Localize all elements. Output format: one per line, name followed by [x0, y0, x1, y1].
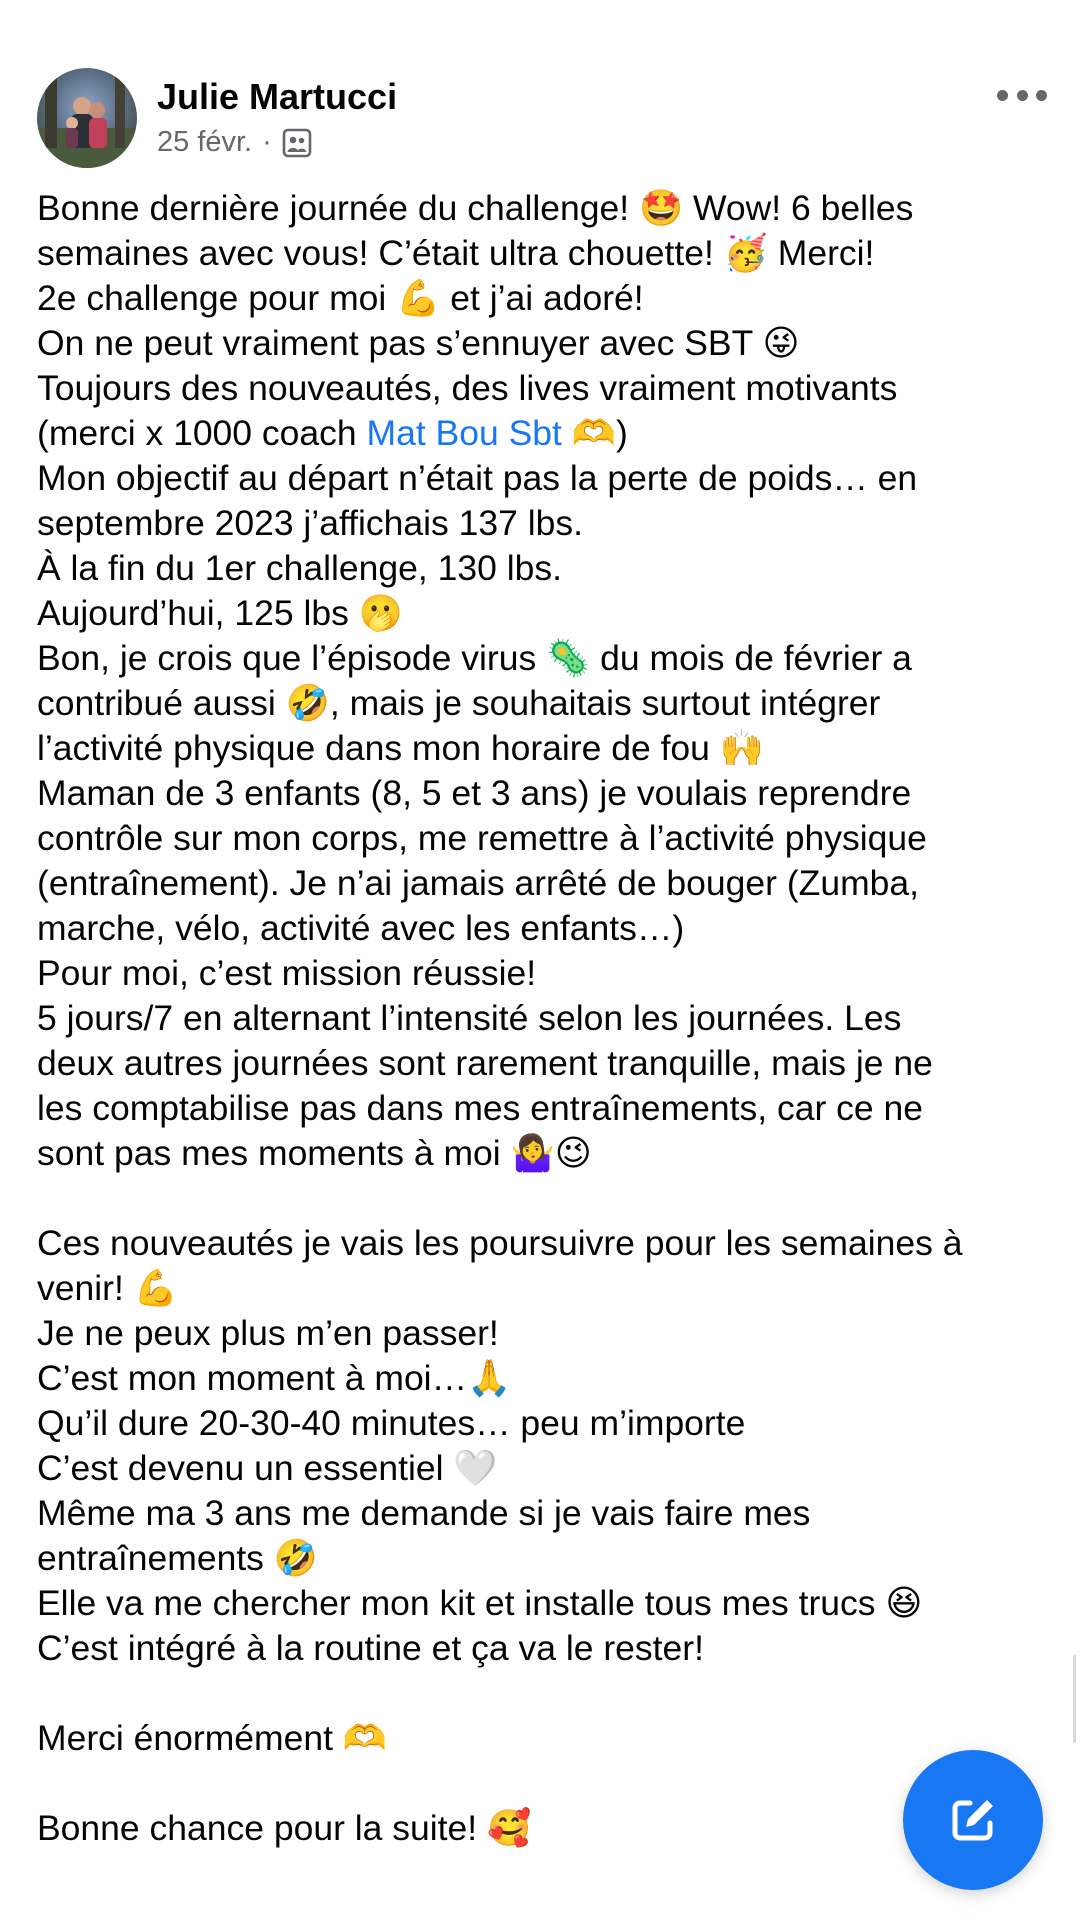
post-text-line: [37, 501, 1047, 546]
post-text-line: [37, 546, 1047, 591]
post-text-line: [37, 411, 1047, 456]
post-text-line: [37, 1131, 1047, 1176]
post-text-segment: Toujours des nouveautés, des lives vraiment motivants: [37, 368, 898, 408]
post-text-segment: (merci x 1000 coach: [37, 413, 367, 453]
post-text-segment: C’est mon moment à moi…🙏: [37, 1358, 512, 1398]
post-text-line: [37, 1401, 1047, 1446]
post-text-line: [37, 591, 1047, 636]
post-text-segment: On ne peut vraiment pas s’ennuyer avec SBT 😜: [37, 323, 800, 363]
post-text-segment: Elle va me chercher mon kit et installe tous mes trucs 😆: [37, 1583, 923, 1623]
post-text-line: [37, 1536, 1047, 1581]
post-text-segment: Bonne dernière journée du challenge! 🤩 Wow! 6 belles: [37, 188, 914, 228]
post-text-segment: 5 jours/7 en alternant l’intensité selon les journées. Les: [37, 998, 902, 1038]
post-text-segment: Mon objectif au départ n’était pas la perte de poids… en: [37, 458, 918, 498]
author-name[interactable]: Julie Martucci: [157, 76, 398, 117]
post-text-line: [37, 1491, 1047, 1536]
post-text-segment: septembre 2023 j’affichais 137 lbs.: [37, 503, 583, 543]
post-text-line: [37, 951, 1047, 996]
post-text-segment: deux autres journées sont rarement tranquille, mais je ne: [37, 1043, 933, 1083]
post-date[interactable]: 25 févr.: [157, 126, 253, 158]
post-text-segment: Qu’il dure 20-30-40 minutes… peu m’importe: [37, 1403, 746, 1443]
post-text-line: [37, 1221, 1047, 1266]
post-text-segment: contrôle sur mon corps, me remettre à l’activité physique: [37, 818, 927, 858]
post-text-line: [37, 321, 1047, 366]
post-text-segment: Même ma 3 ans me demande si je vais faire mes: [37, 1493, 811, 1533]
post-text-line: [37, 1626, 1047, 1671]
post-text-segment: venir! 💪: [37, 1268, 178, 1308]
more-options-icon: [997, 90, 1008, 101]
post-text-segment: 🫶): [561, 413, 628, 453]
post-text-segment: entraînements 🤣: [37, 1538, 319, 1578]
meta-separator: ·: [262, 126, 272, 158]
post-text-segment: sont pas mes moments à moi 🤷‍♀️😉: [37, 1133, 592, 1173]
post-text-segment: marche, vélo, activité avec les enfants…): [37, 908, 685, 948]
post-text-segment: Bon, je crois que l’épisode virus 🦠 du mois de février a: [37, 638, 912, 678]
post-text-line: [37, 1311, 1047, 1356]
post-text-segment: C’est intégré à la routine et ça va le rester!: [37, 1628, 704, 1668]
post-text-segment: Maman de 3 enfants (8, 5 et 3 ans) je voulais reprendre: [37, 773, 912, 813]
post-text: [37, 186, 1047, 1851]
post-text-line: [37, 186, 1047, 231]
post-text-line: [37, 1806, 1047, 1851]
post-text-segment: (entraînement). Je n’ai jamais arrêté de bouger (Zumba,: [37, 863, 920, 903]
post-text-line: [37, 1086, 1047, 1131]
post-text-segment: Aujourd’hui, 125 lbs 🫢: [37, 593, 403, 633]
post-text-line: [37, 636, 1047, 681]
post-text-line: [37, 771, 1047, 816]
post-text-line: [37, 861, 1047, 906]
compose-button[interactable]: [903, 1750, 1043, 1890]
post-text-segment: Merci énormément 🫶: [37, 1718, 387, 1758]
post-text-blank-line: [37, 1761, 1047, 1806]
post-text-line: [37, 816, 1047, 861]
group-audience-icon: [282, 128, 312, 158]
post-text-segment: Je ne peux plus m’en passer!: [37, 1313, 499, 1353]
post-text-line: [37, 681, 1047, 726]
post-text-segment: Pour moi, c’est mission réussie!: [37, 953, 537, 993]
post-text-line: [37, 231, 1047, 276]
post-text-line: [37, 1041, 1047, 1086]
scroll-indicator[interactable]: [1073, 1655, 1076, 1743]
post-text-segment: À la fin du 1er challenge, 130 lbs.: [37, 548, 562, 588]
post-text-line: [37, 906, 1047, 951]
avatar[interactable]: [37, 68, 137, 168]
post-text-line: [37, 726, 1047, 771]
post-text-segment: les comptabilise pas dans mes entraînements, car ce ne: [37, 1088, 923, 1128]
post-text-line: [37, 276, 1047, 321]
post-header: [37, 68, 1047, 168]
avatar-photo: [37, 68, 137, 168]
post-text-line: [37, 996, 1047, 1041]
post-text-segment: Ces nouveautés je vais les poursuivre pour les semaines à: [37, 1223, 963, 1263]
post-text-blank-line: [37, 1671, 1047, 1716]
post-text-blank-line: [37, 1176, 1047, 1221]
mention-link[interactable]: Mat Bou Sbt: [366, 413, 562, 453]
post-text-line: [37, 1356, 1047, 1401]
post-text-line: [37, 366, 1047, 411]
post-text-line: [37, 1446, 1047, 1491]
post-text-line: [37, 456, 1047, 501]
post-text-segment: C’est devenu un essentiel 🤍: [37, 1448, 498, 1488]
post-text-segment: l’activité physique dans mon horaire de fou 🙌: [37, 728, 764, 768]
post-text-segment: semaines avec vous! C’était ultra chouette! 🥳 Merci!: [37, 233, 875, 273]
post-text-segment: Bonne chance pour la suite! 🥰: [37, 1808, 532, 1848]
more-options-button[interactable]: [997, 80, 1047, 110]
post-text-line: [37, 1266, 1047, 1311]
post-text-segment: 2e challenge pour moi 💪 et j’ai adoré!: [37, 278, 644, 318]
post-text-line: [37, 1716, 1047, 1761]
post-meta: [157, 126, 312, 159]
compose-icon: [943, 1790, 1003, 1850]
post-text-line: [37, 1581, 1047, 1626]
post-text-segment: contribué aussi 🤣, mais je souhaitais surtout intégrer: [37, 683, 881, 723]
